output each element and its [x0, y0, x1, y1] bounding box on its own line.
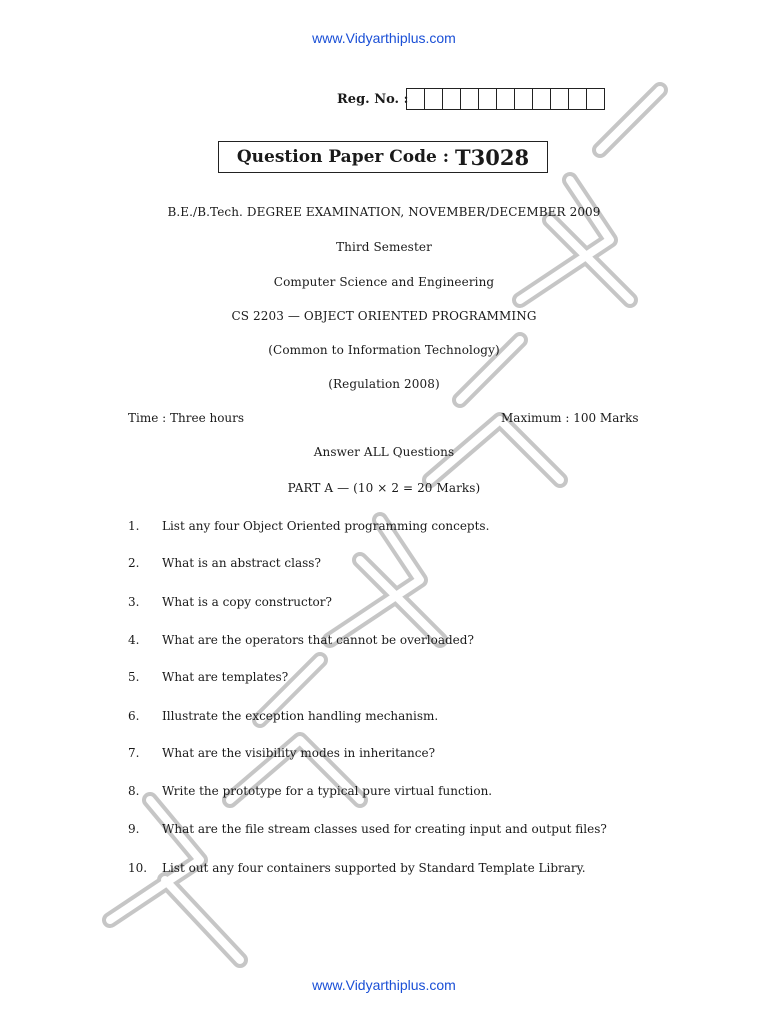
- exam-max-marks: Maximum : 100 Marks: [501, 411, 639, 425]
- question-item: [128, 556, 321, 570]
- question-number: 5.: [128, 670, 140, 684]
- question-number: 2.: [128, 556, 140, 570]
- question-paper-code-value: T3028: [455, 144, 530, 170]
- reg-no-box[interactable]: [460, 88, 479, 110]
- question-number: 9.: [128, 822, 140, 836]
- question-item: [128, 784, 492, 798]
- reg-no-box[interactable]: [424, 88, 443, 110]
- question-number: 3.: [128, 595, 140, 609]
- header-site-link[interactable]: www.Vidyarthiplus.com: [312, 30, 456, 46]
- reg-no-box[interactable]: [496, 88, 515, 110]
- reg-no-label: Reg. No. :: [337, 92, 409, 107]
- question-item: [128, 861, 586, 875]
- question-paper-code-box: [218, 141, 548, 173]
- question-item: [128, 595, 332, 609]
- question-item: [128, 746, 435, 760]
- question-number: 4.: [128, 633, 140, 647]
- question-item: [128, 709, 438, 723]
- exam-degree: B.E./B.Tech. DEGREE EXAMINATION, NOVEMBER/DECEMBER 2009: [167, 205, 601, 219]
- reg-no-box[interactable]: [406, 88, 425, 110]
- exam-time: Time : Three hours: [128, 411, 245, 425]
- question-number: 1.: [128, 519, 140, 533]
- question-text: What are templates?: [162, 670, 289, 684]
- exam-instruction: Answer ALL Questions: [313, 445, 455, 459]
- footer-site-link[interactable]: www.Vidyarthiplus.com: [312, 977, 456, 993]
- reg-no-box[interactable]: [568, 88, 587, 110]
- question-paper-code-label: Question Paper Code :: [236, 147, 450, 167]
- question-item: [128, 633, 474, 647]
- question-number: 6.: [128, 709, 140, 723]
- reg-no-box[interactable]: [442, 88, 461, 110]
- question-number: 10.: [128, 861, 148, 875]
- question-item: [128, 822, 607, 836]
- question-text: Write the prototype for a typical pure virtual function.: [162, 784, 493, 798]
- exam-course: CS 2203 — OBJECT ORIENTED PROGRAMMING: [231, 309, 537, 323]
- exam-department: Computer Science and Engineering: [273, 275, 495, 289]
- exam-part-heading: PART A — (10 × 2 = 20 Marks): [287, 481, 481, 495]
- reg-no-box[interactable]: [532, 88, 551, 110]
- question-text: List out any four containers supported by Standard Template Library.: [162, 861, 586, 875]
- reg-no-box[interactable]: [586, 88, 605, 110]
- question-number: 8.: [128, 784, 140, 798]
- question-text: What is an abstract class?: [162, 556, 321, 570]
- exam-regulation: (Regulation 2008): [328, 377, 440, 391]
- reg-no-box[interactable]: [514, 88, 533, 110]
- reg-no-box[interactable]: [478, 88, 497, 110]
- question-text: Illustrate the exception handling mechanism.: [162, 709, 439, 723]
- exam-common: (Common to Information Technology): [268, 343, 500, 357]
- question-text: What are the visibility modes in inheritance?: [162, 746, 436, 760]
- reg-no-boxes[interactable]: [407, 88, 605, 110]
- question-item: [128, 670, 288, 684]
- question-text: What is a copy constructor?: [162, 595, 332, 609]
- question-number: 7.: [128, 746, 140, 760]
- question-item: [128, 519, 489, 533]
- question-text: List any four Object Oriented programming concepts.: [162, 519, 490, 533]
- question-text: What are the operators that cannot be overloaded?: [162, 633, 474, 647]
- reg-no-box[interactable]: [550, 88, 569, 110]
- exam-semester: Third Semester: [336, 240, 432, 254]
- question-text: What are the file stream classes used for creating input and output files?: [162, 822, 607, 836]
